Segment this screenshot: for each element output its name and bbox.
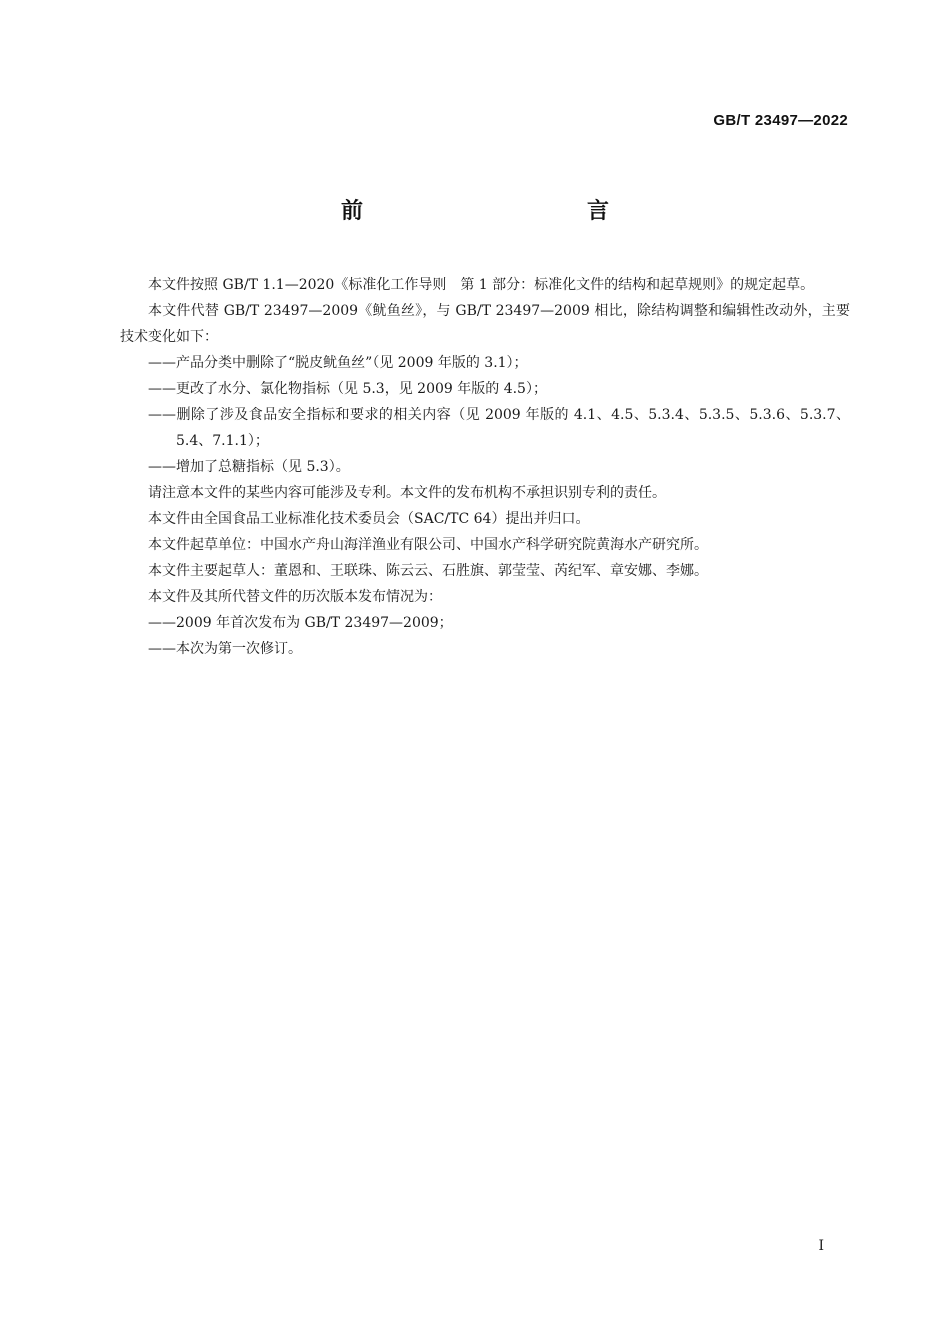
foreword-body	[120, 272, 850, 662]
paragraph-replacement: 本文件代替 GB/T 23497—2009《鱿鱼丝》，与 GB/T 23497—2009 相比，除结构调整和编辑性改动外，主要技术变化如下：	[120, 303, 850, 345]
page-number: I	[818, 1238, 824, 1254]
paragraph-history-intro: 本文件及其所代替文件的历次版本发布情况为：	[148, 589, 442, 605]
change-item: ——产品分类中删除了“脱皮鱿鱼丝”（见 2009 年版的 3.1）；	[148, 355, 528, 371]
change-item: ——增加了总糖指标（见 5.3）。	[148, 459, 350, 475]
paragraph-drafting-rules: 本文件按照 GB/T 1.1—2020《标准化工作导则 第 1 部分：标准化文件的结构和起草规则》的规定起草。	[148, 277, 815, 293]
paragraph-patent-notice: 请注意本文件的某些内容可能涉及专利。本文件的发布机构不承担识别专利的责任。	[148, 485, 666, 501]
paragraph-drafting-units: 本文件起草单位：中国水产舟山海洋渔业有限公司、中国水产科学研究院黄海水产研究所。	[148, 537, 708, 553]
change-item: ——更改了水分、氯化物指标（见 5.3，见 2009 年版的 4.5）；	[148, 381, 547, 397]
history-item: ——2009 年首次发布为 GB/T 23497—2009；	[148, 615, 453, 631]
standard-number: GB/T 23497—2022	[713, 112, 848, 129]
change-item: ——删除了涉及食品安全指标和要求的相关内容（见 2009 年版的 4.1、4.5、5.3.4、5.3.5、5.3.6、5.3.7、5.4、7.1.1）；	[148, 407, 850, 449]
paragraph-proposer: 本文件由全国食品工业标准化技术委员会（SAC/TC 64）提出并归口。	[148, 511, 590, 527]
paragraph-drafters: 本文件主要起草人：董恩和、王联珠、陈云云、石胜旗、郭莹莹、芮纪军、章安娜、李娜。	[148, 563, 708, 579]
history-item: ——本次为第一次修订。	[148, 641, 302, 657]
page-title: 前 言	[340, 198, 669, 224]
